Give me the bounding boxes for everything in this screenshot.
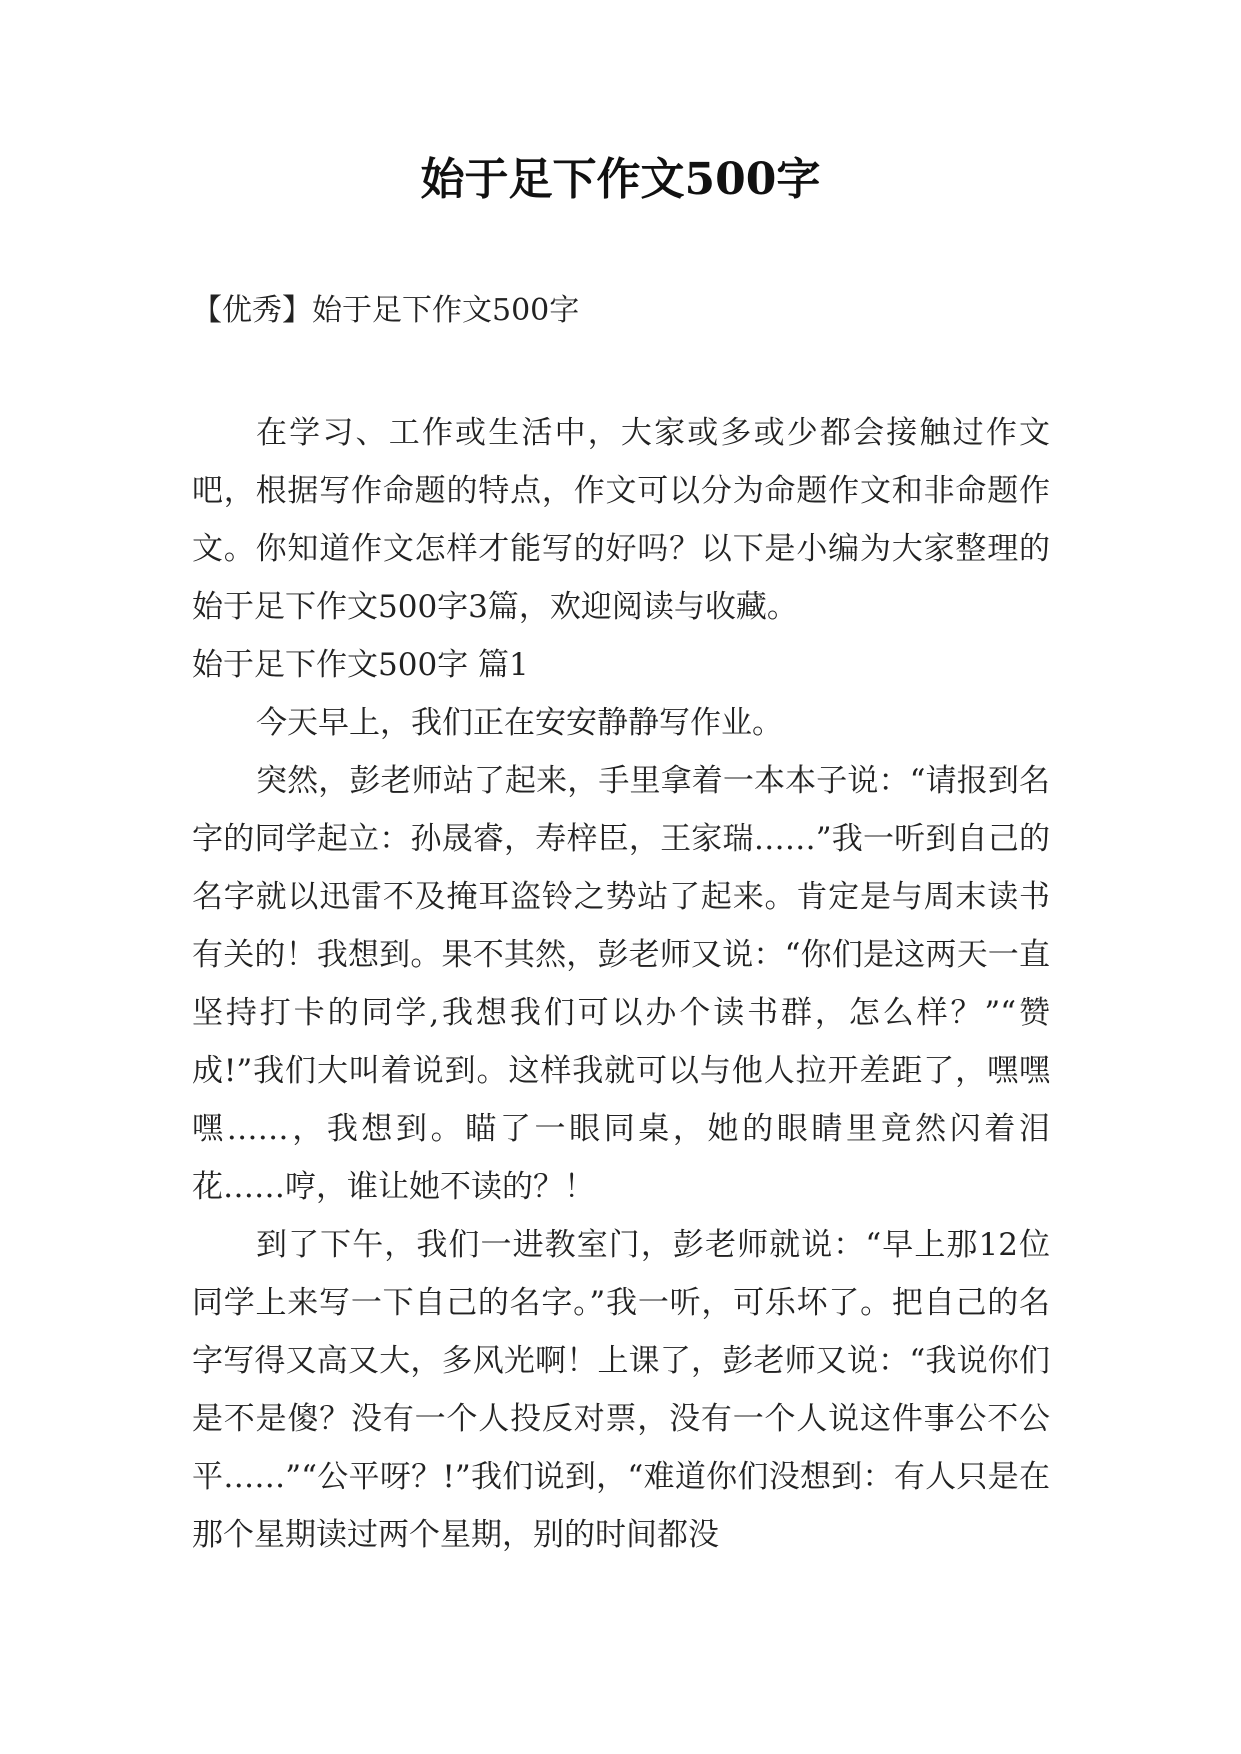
body-paragraph: 突然，彭老师站了起来，手里拿着一本本子说：“请报到名字的同学起立：孙晟睿，寿梓臣，王家瑞……”我一听到自己的名字就以迅雷不及掩耳盗铃之势站了起来。肯定是与周末读书有关的！我想到。果不其然，彭老师又说：“你们是这两天一直坚持打卡的同学,我想我们可以办个读书群，怎么样？”“赞成!”我们大叫着说到。这样我就可以与他人拉开差距了，嘿嘿嘿……，我想到。瞄了一眼同桌，她的眼睛里竟然闪着泪花……哼，谁让她不读的？！	[192, 763, 1050, 1205]
document-subtitle: 【优秀】始于足下作文500字	[192, 293, 580, 328]
body-paragraph: 到了下午，我们一进教室门，彭老师就说：“早上那12位同学上来写一下自己的名字。”我一听，可乐坏了。把自己的名字写得又高又大，多风光啊！上课了，彭老师又说：“我说你们是不是傻？没有一个人投反对票，没有一个人说这件事公不公平……”“公平呀？!”我们说到，“难道你们没想到：有人只是在那个星期读过两个星期，别的时间都没	[192, 1227, 1050, 1553]
page-title: 始于足下作文500字	[420, 154, 821, 205]
body-paragraph: 今天早上，我们正在安安静静写作业。	[256, 705, 783, 741]
intro-paragraph: 在学习、工作或生活中，大家或多或少都会接触过作文吧，根据写作命题的特点，作文可以分为命题作文和非命题作文。你知道作文怎样才能写的好吗？以下是小编为大家整理的始于足下作文500字3篇，欢迎阅读与收藏。	[192, 415, 1050, 625]
document-body	[192, 404, 1050, 1564]
section-heading: 始于足下作文500字 篇1	[192, 647, 529, 683]
